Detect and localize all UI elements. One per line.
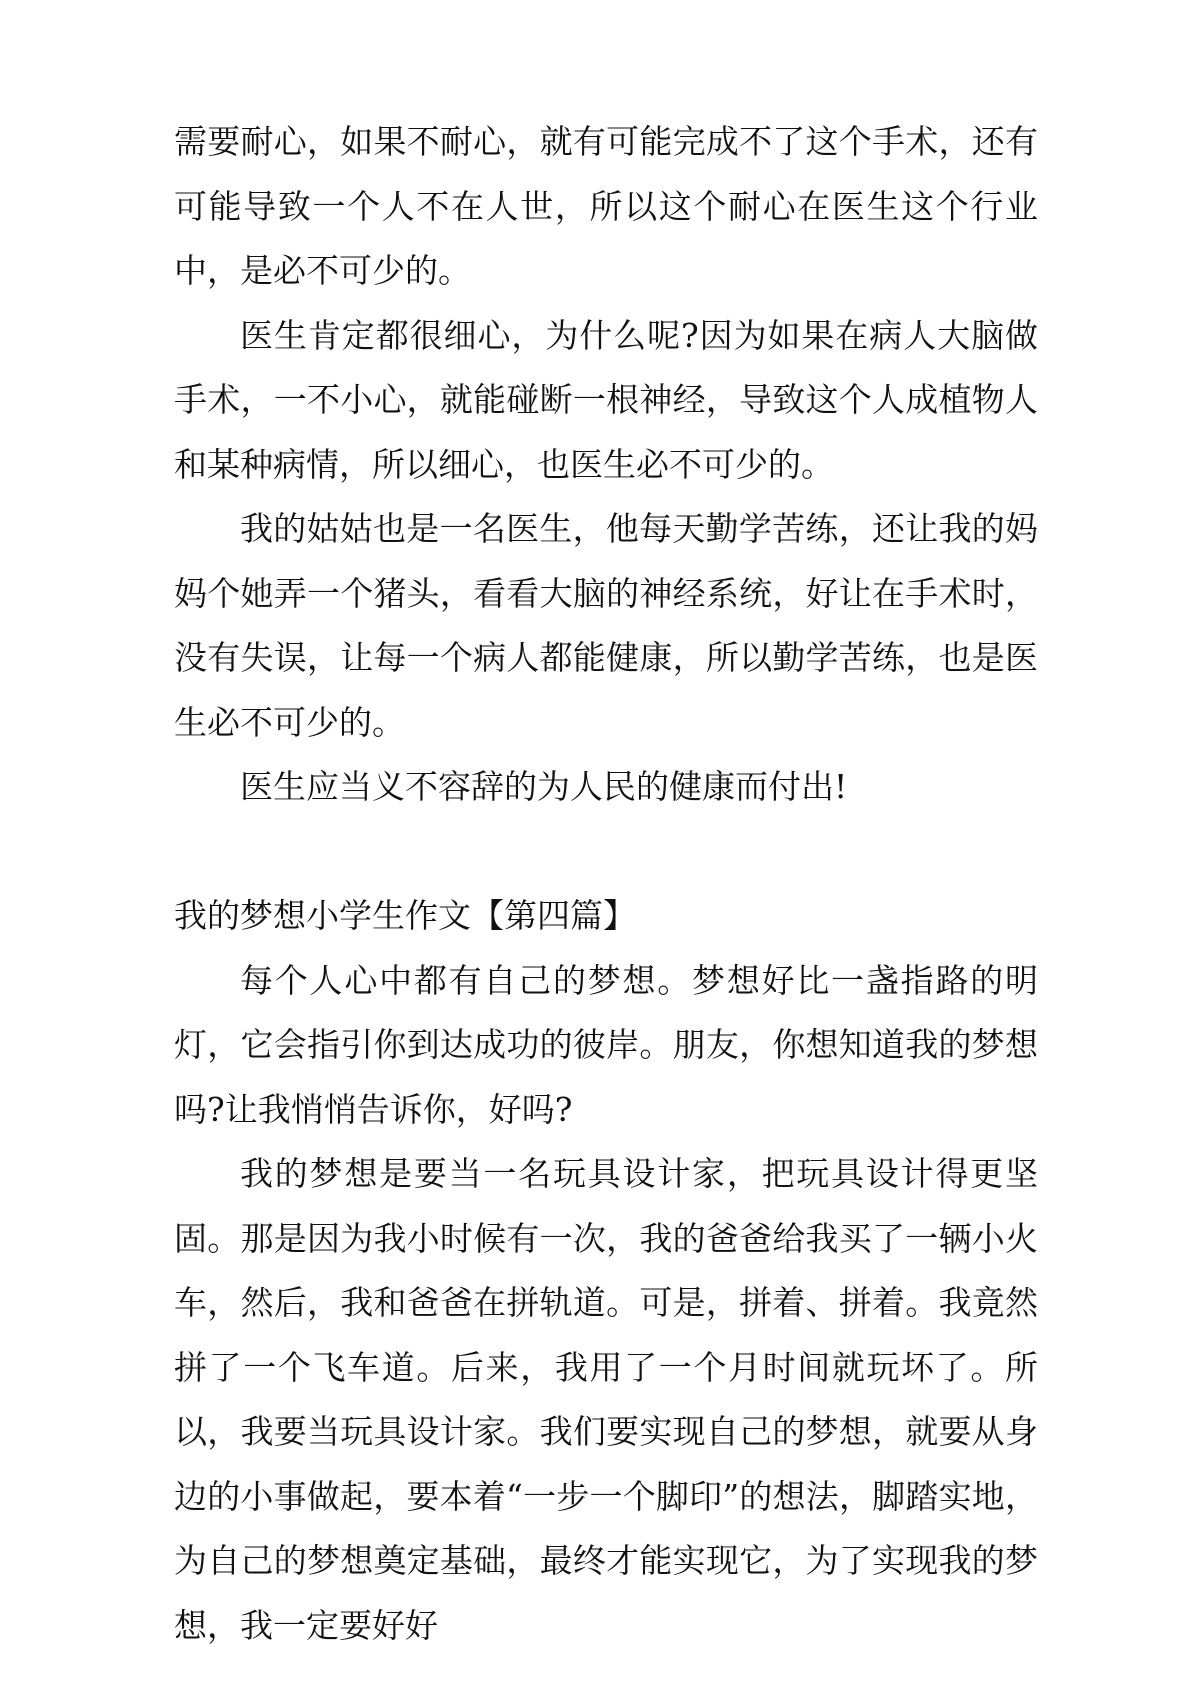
paragraph-dream-intro: 每个人心中都有自己的梦想。梦想好比一盏指路的明灯，它会指引你到达成功的彼岸。朋友，你想知道我的梦想吗?让我悄悄告诉你，好吗?: [174, 960, 1038, 1129]
section-heading: 我的梦想小学生作文【第四篇】: [174, 896, 636, 935]
section-spacer: [174, 820, 1038, 885]
paragraph-aunt: 我的姑姑也是一名医生，他每天勤学苦练，还让我的妈妈个她弄一个猪头，看看大脑的神经系统，好让在手术时，没有失误，让每一个病人都能健康，所以勤学苦练，也是医生必不可少的。: [174, 509, 1038, 742]
paragraph-conclusion: 医生应当义不容辞的为人民的健康而付出!: [240, 767, 848, 806]
paragraph-carefulness: 医生肯定都很细心，为什么呢?因为如果在病人大脑做手术，一不小心，就能碰断一根神经，导致这个人成植物人和某种病情，所以细心，也医生必不可少的。: [174, 315, 1038, 484]
paragraph-continuation: 需要耐心，如果不耐心，就有可能完成不了这个手术，还有可能导致一个人不在人世，所以这个耐心在医生这个行业中，是必不可少的。: [174, 122, 1038, 290]
document-page: [174, 110, 1038, 1658]
paragraph-dream-toy-designer: 我的梦想是要当一名玩具设计家，把玩具设计得更坚固。那是因为我小时候有一次，我的爸爸给我买了一辆小火车，然后，我和爸爸在拼轨道。可是，拼着、拼着。我竟然拼了一个飞车道。后来，我用了一个月时间就玩坏了。所以，我要当玩具设计家。我们要实现自己的梦想，就要从身边的小事做起，要本着“一步一个脚印”的想法，脚踏实地，为自己的梦想奠定基础，最终才能实现它，为了实现我的梦想，我一定要好好: [174, 1154, 1038, 1645]
